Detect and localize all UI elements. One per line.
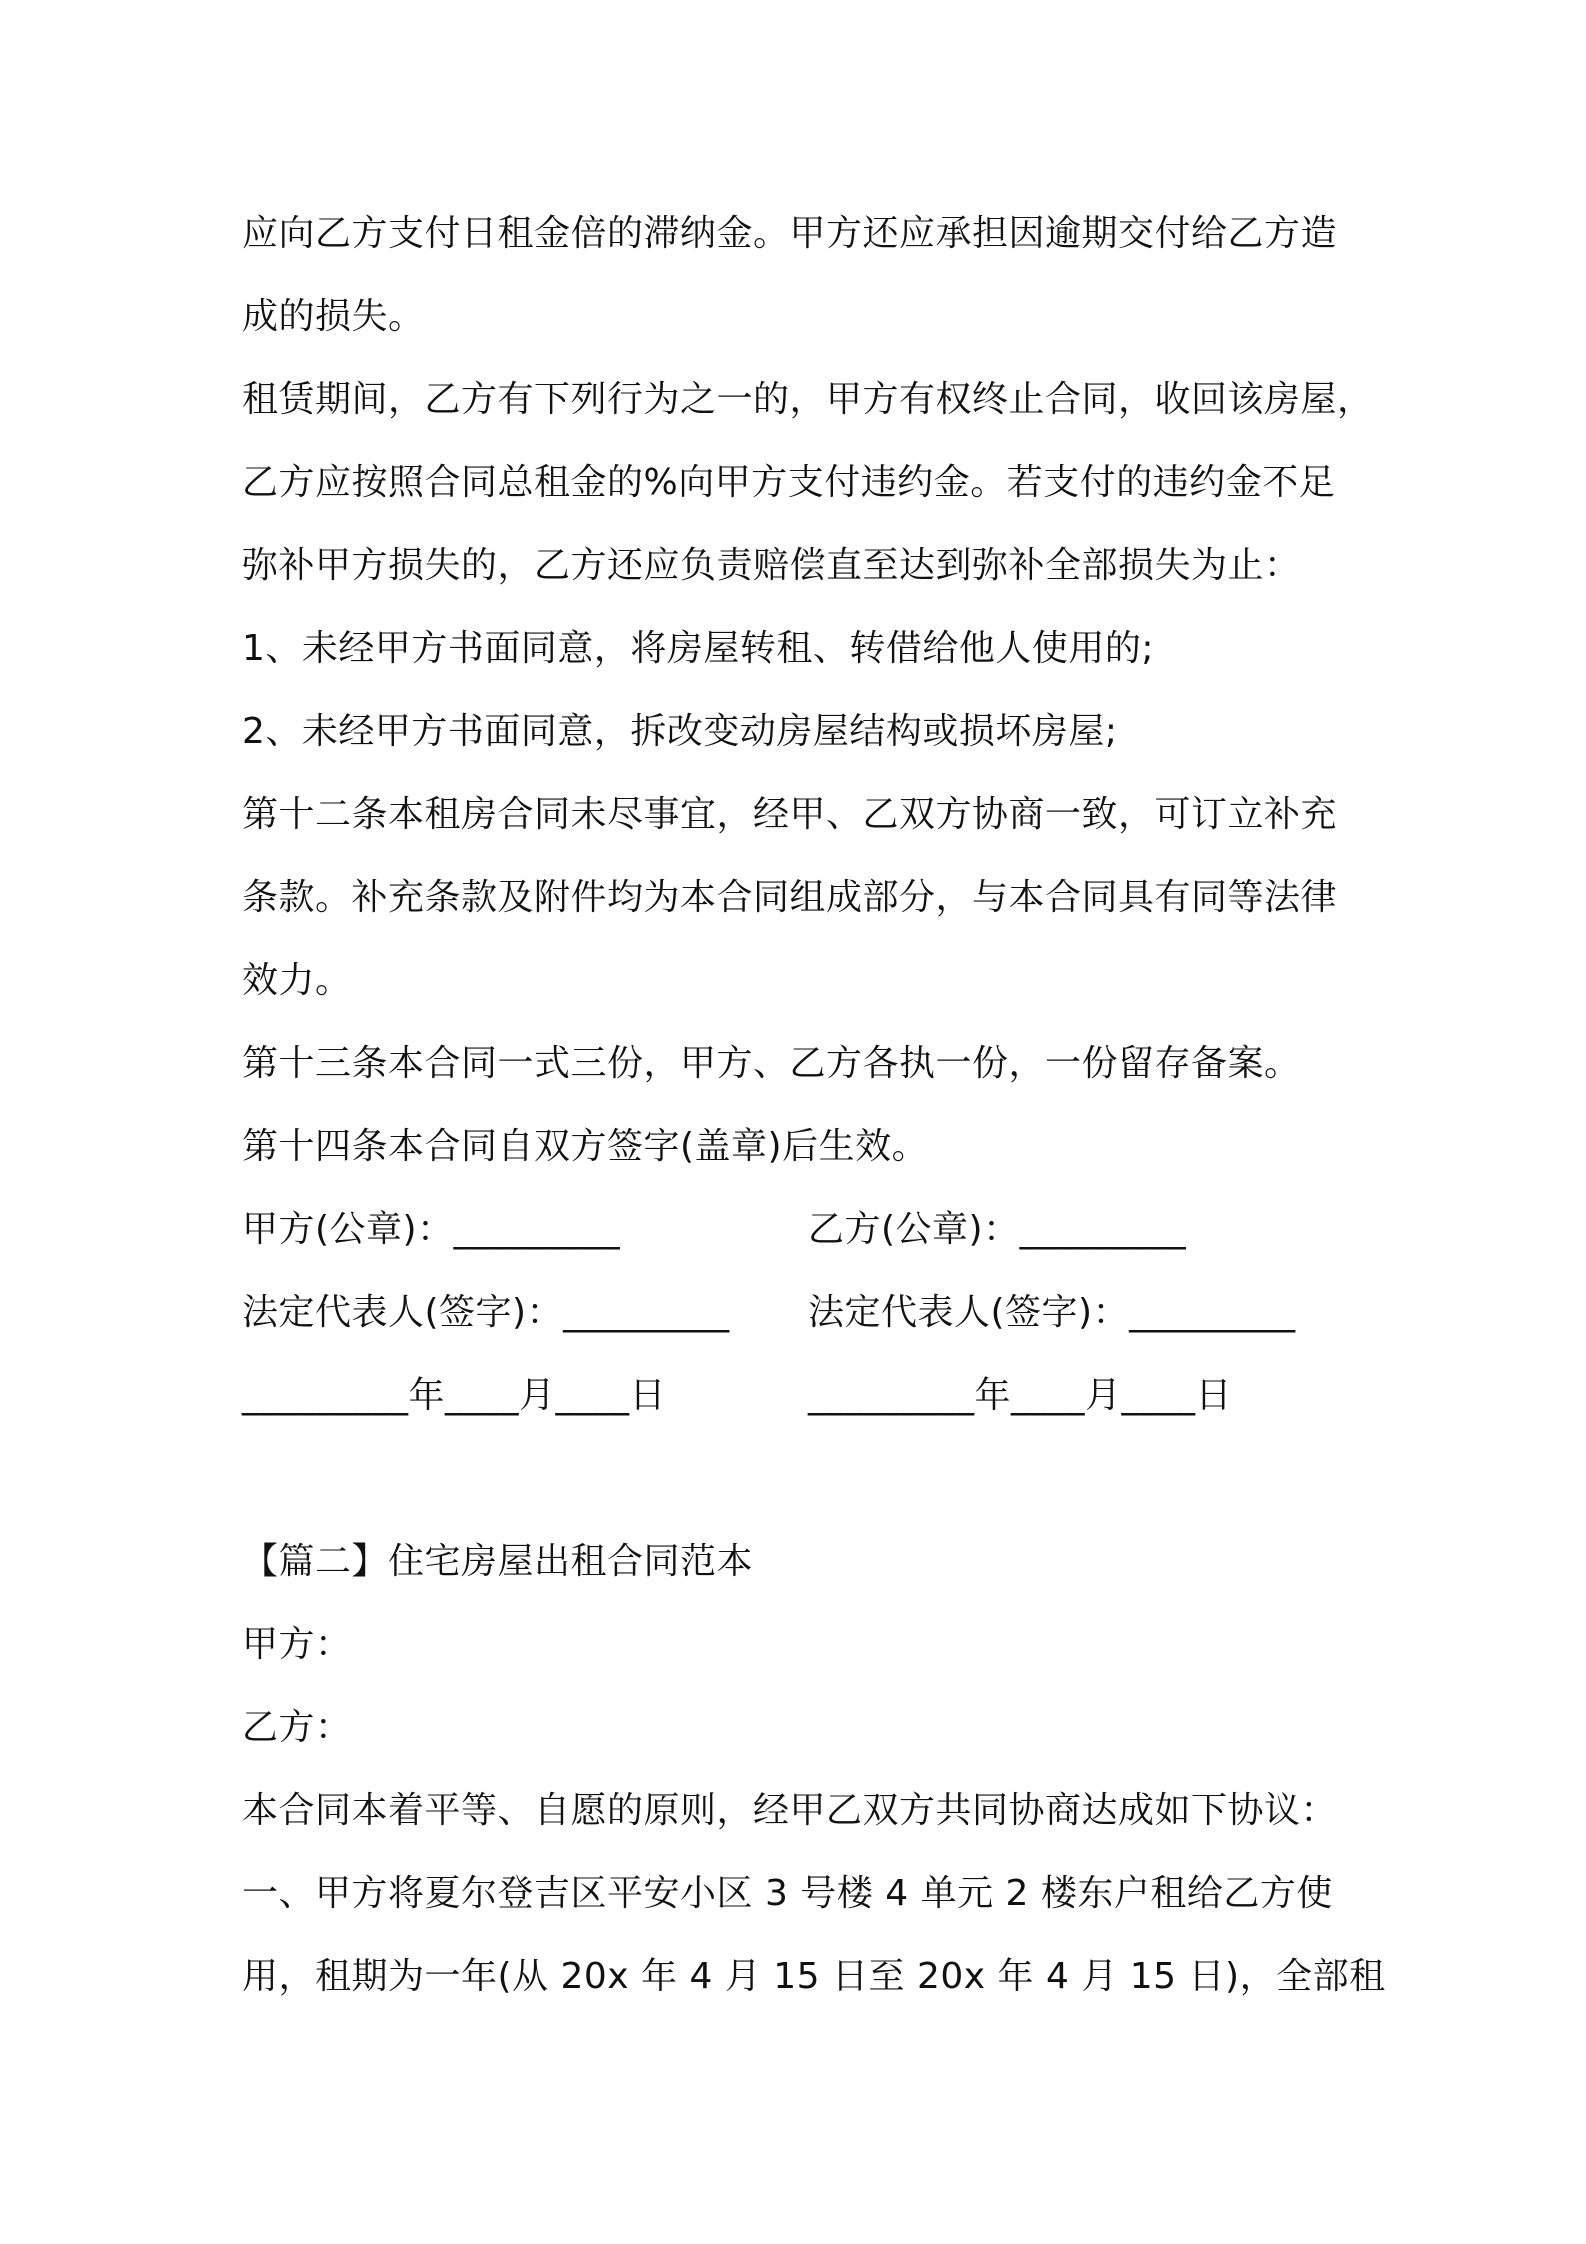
paragraph-line: 一、甲方将夏尔登吉区平安小区 3 号楼 4 单元 2 楼东户租给乙方使: [242, 1873, 1333, 1914]
paragraph-line: 弥补甲方损失的，乙方还应负责赔偿直至达到弥补全部损失为止：: [242, 545, 1301, 586]
signature-seal-row: [242, 1188, 1362, 1271]
party-b-rep-field: 法定代表人(签字)：_________: [808, 1292, 1296, 1333]
clause-item-1: 1、未经甲方书面同意，将房屋转租、转借给他人使用的;: [242, 628, 1155, 669]
paragraph-line: 租赁期间，乙方有下列行为之一的，甲方有权终止合同，收回该房屋，: [242, 379, 1374, 420]
party-b-seal-field: 乙方(公章)：_________: [808, 1209, 1187, 1250]
section-title: 【篇二】住宅房屋出租合同范本: [242, 1541, 754, 1582]
signature-rep-row: [242, 1271, 1362, 1354]
party-a-date-field: _________年____月____日: [242, 1375, 666, 1416]
party-b-label: 乙方：: [242, 1707, 352, 1748]
paragraph-line: 效力。: [242, 960, 352, 1001]
paragraph-line: 本合同本着平等、自愿的原则，经甲乙双方共同协商达成如下协议：: [242, 1790, 1338, 1831]
paragraph-line: 应向乙方支付日租金倍的滞纳金。甲方还应承担因逾期交付给乙方造: [242, 213, 1338, 254]
article-thirteen: 第十三条本合同一式三份，甲方、乙方各执一份，一份留存备案。: [242, 1043, 1301, 1084]
section-gap: [242, 1437, 1362, 1520]
signature-date-row: [242, 1354, 1362, 1437]
article-twelve: 第十二条本租房合同未尽事宜，经甲、乙双方协商一致，可订立补充: [242, 794, 1338, 835]
party-b-date-field: _________年____月____日: [808, 1375, 1232, 1416]
party-a-label: 甲方：: [242, 1624, 352, 1665]
paragraph-line: 成的损失。: [242, 296, 425, 337]
party-a-seal-field: 甲方(公章)：_________: [242, 1209, 621, 1250]
article-fourteen: 第十四条本合同自双方签字(盖章)后生效。: [242, 1126, 929, 1167]
paragraph-line: 用，租期为一年(从 20x 年 4 月 15 日至 20x 年 4 月 15 日)，全部租: [242, 1956, 1386, 1997]
document-body: [242, 192, 1386, 2018]
paragraph-line: 乙方应按照合同总租金的%向甲方支付违约金。若支付的违约金不足: [242, 462, 1336, 503]
paragraph-line: 条款。补充条款及附件均为本合同组成部分，与本合同具有同等法律: [242, 877, 1338, 918]
party-a-rep-field: 法定代表人(签字)：_________: [242, 1292, 730, 1333]
clause-item-2: 2、未经甲方书面同意，拆改变动房屋结构或损坏房屋;: [242, 711, 1118, 752]
